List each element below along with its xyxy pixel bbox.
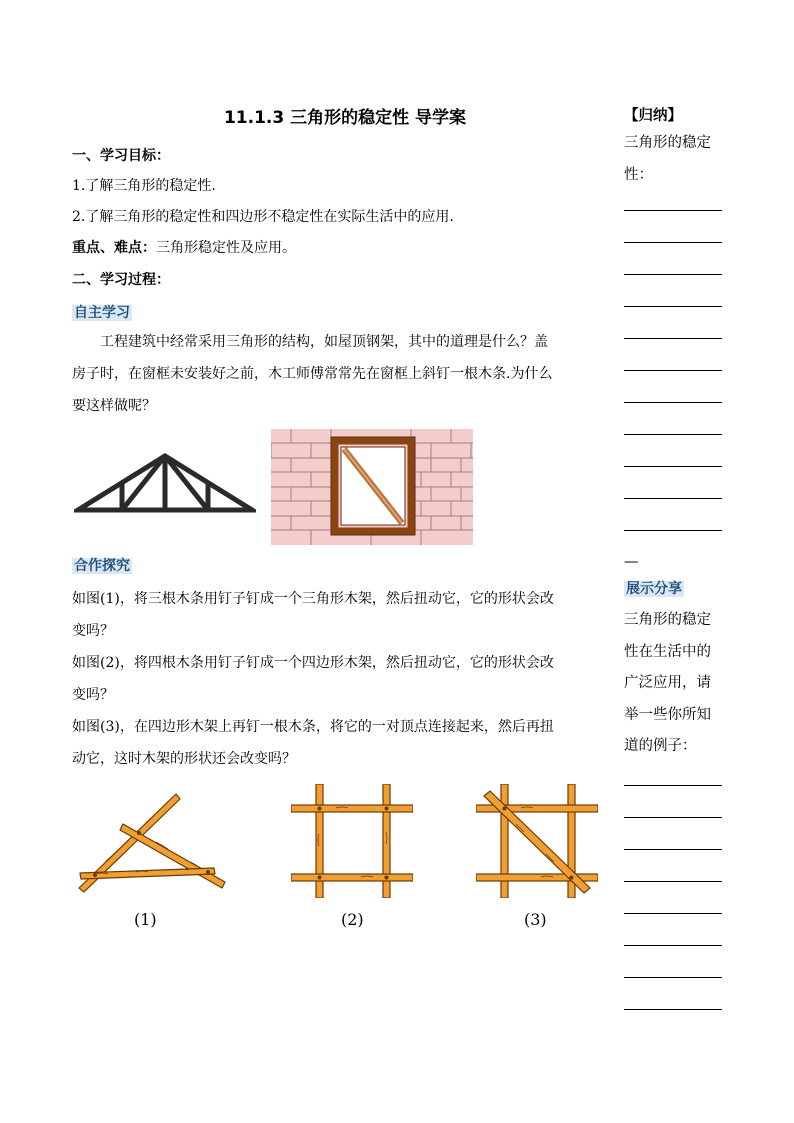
answer-line	[624, 370, 722, 371]
goal-2: 2.了解三角形的稳定性和四边形不稳定性在实际生活中的应用.	[72, 209, 454, 225]
question-3-line-a: 如图(3)，在四边形木架上再钉一根木条，将它的一对顶点连接起来，然后再扭	[72, 719, 554, 735]
answer-line	[624, 306, 722, 307]
key-label: 重点、难点：	[72, 240, 156, 256]
answer-line	[624, 210, 722, 211]
summary-line-2: 性：	[624, 166, 653, 183]
answer-line	[624, 402, 722, 403]
share-line-2: 性在生活中的	[624, 643, 711, 660]
answer-line	[624, 466, 722, 467]
key-text: 三角形稳定性及应用。	[156, 240, 296, 256]
figure-1-triangle-frame	[76, 790, 228, 896]
self-study-label-box	[72, 302, 132, 322]
cooperate-paragraph	[72, 583, 620, 775]
question-3-line-b: 动它，这时木架的形状还会改变吗？	[72, 751, 296, 767]
answer-line	[624, 945, 722, 946]
answer-line	[624, 817, 722, 818]
share-line-5: 道的例子：	[624, 738, 697, 754]
answer-line	[624, 1009, 722, 1010]
share-line-1: 三角形的稳定	[624, 612, 711, 628]
share-text	[624, 605, 724, 763]
answer-line	[624, 338, 722, 339]
share-line-4: 举一些你所知	[624, 706, 711, 723]
summary-line-1: 三角形的稳定	[624, 135, 711, 151]
answer-line	[624, 530, 722, 531]
answer-line	[624, 785, 722, 786]
self-study-line-3: 要这样做呢？	[72, 398, 156, 414]
figure-2-caption: (2)	[341, 910, 364, 929]
figure-1-caption: (1)	[134, 910, 157, 929]
figure-2-square-frame	[291, 784, 413, 898]
share-line-3: 广泛应用，请	[624, 675, 711, 691]
summary-tail: —	[624, 554, 639, 570]
answer-line	[624, 977, 722, 978]
self-study-line-2: 房子时，在窗框未安装好之前，木工师傅常常先在窗框上斜钉一根木条.为什么	[72, 366, 553, 382]
section2-heading: 二、学习过程：	[72, 272, 170, 288]
question-1-line-b: 变吗？	[72, 623, 114, 639]
roof-truss-figure	[74, 452, 256, 518]
cooperate-label: 合作探究	[74, 558, 130, 574]
self-study-line-1: 工程建筑中经常采用三角形的结构，如屋顶钢架，其中的道理是什么？盖	[100, 334, 548, 350]
self-study-label: 自主学习	[74, 305, 130, 321]
goal-1: 1.了解三角形的稳定性.	[72, 178, 216, 194]
answer-line	[624, 242, 722, 243]
cooperate-label-box	[72, 555, 132, 575]
question-2-line-b: 变吗？	[72, 687, 114, 703]
answer-line	[624, 913, 722, 914]
summary-text	[624, 128, 724, 191]
answer-line	[624, 274, 722, 275]
answer-line	[624, 849, 722, 850]
answer-line	[624, 881, 722, 882]
key-points	[72, 238, 296, 258]
answer-line	[624, 434, 722, 435]
question-2-line-a: 如图(2)，将四根木条用钉子钉成一个四边形木架，然后扭动它，它的形状会改	[72, 655, 554, 671]
page-title: 11.1.3 三角形的稳定性 导学案	[223, 108, 467, 128]
share-label: 展示分享	[626, 581, 682, 597]
question-1-line-a: 如图(1)，将三根木条用钉子钉成一个三角形木架，然后扭动它，它的形状会改	[72, 591, 554, 607]
answer-line	[624, 498, 722, 499]
section1-heading: 一、学习目标：	[72, 148, 170, 164]
summary-label: 【归纳】	[624, 108, 682, 124]
share-label-box	[624, 578, 684, 598]
self-study-paragraph	[72, 326, 620, 422]
figure-3-braced-frame	[476, 784, 598, 898]
figure-3-caption: (3)	[524, 910, 547, 929]
brick-wall-window-figure	[271, 429, 473, 545]
